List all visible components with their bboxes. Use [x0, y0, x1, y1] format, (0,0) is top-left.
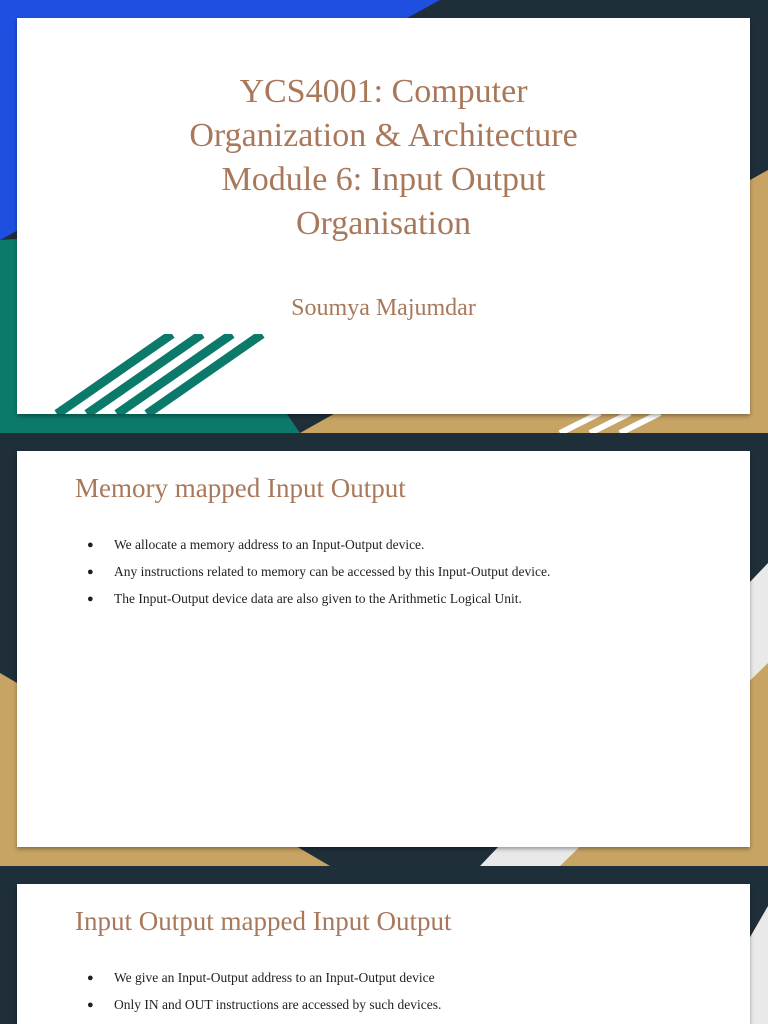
- slide-3-card: [17, 884, 750, 1024]
- bullet-text: The Input-Output device data are also given to the Arithmetic Logical Unit.: [114, 591, 522, 606]
- slide-2: [0, 433, 768, 866]
- title-slide-stripes: [17, 334, 277, 414]
- bullet-list: [87, 533, 550, 614]
- title-line: Organisation: [295, 205, 471, 242]
- bullet-item: [87, 993, 441, 1020]
- slide-2-card: [17, 451, 750, 847]
- bullet-text: Only IN and OUT instructions are accessed by such devices.: [114, 997, 442, 1012]
- bullet-icon: ●: [87, 999, 94, 1011]
- bullet-icon: ●: [87, 566, 94, 578]
- slide-heading: Input Output mapped Input Output: [75, 906, 452, 936]
- bullet-text: Any instructions related to memory can be accessed by this Input-Output device.: [114, 564, 551, 579]
- bullet-item: [87, 533, 550, 560]
- title-slide-card: [17, 18, 750, 414]
- bullet-text: We give an Input-Output address to an Input-Output device: [114, 970, 435, 985]
- bullet-item: [87, 587, 550, 614]
- bullet-icon: ●: [87, 593, 94, 605]
- slide-3: [0, 866, 768, 1024]
- title-line: YCS4001: Computer: [239, 73, 528, 110]
- bullet-icon: ●: [87, 972, 94, 984]
- slide-heading: Memory mapped Input Output: [75, 473, 406, 503]
- author-name: Soumya Majumdar: [291, 295, 476, 321]
- bullet-item: [87, 966, 441, 993]
- slide-1: [0, 0, 768, 433]
- title-line: Organization & Architecture: [189, 117, 578, 154]
- bullet-text: We allocate a memory address to an Input-Output device.: [114, 537, 425, 552]
- title-line: Module 6: Input Output: [221, 161, 546, 198]
- presentation-title: [17, 70, 750, 246]
- bullet-item: [87, 560, 550, 587]
- bullet-list: [87, 966, 441, 1020]
- bullet-icon: ●: [87, 539, 94, 551]
